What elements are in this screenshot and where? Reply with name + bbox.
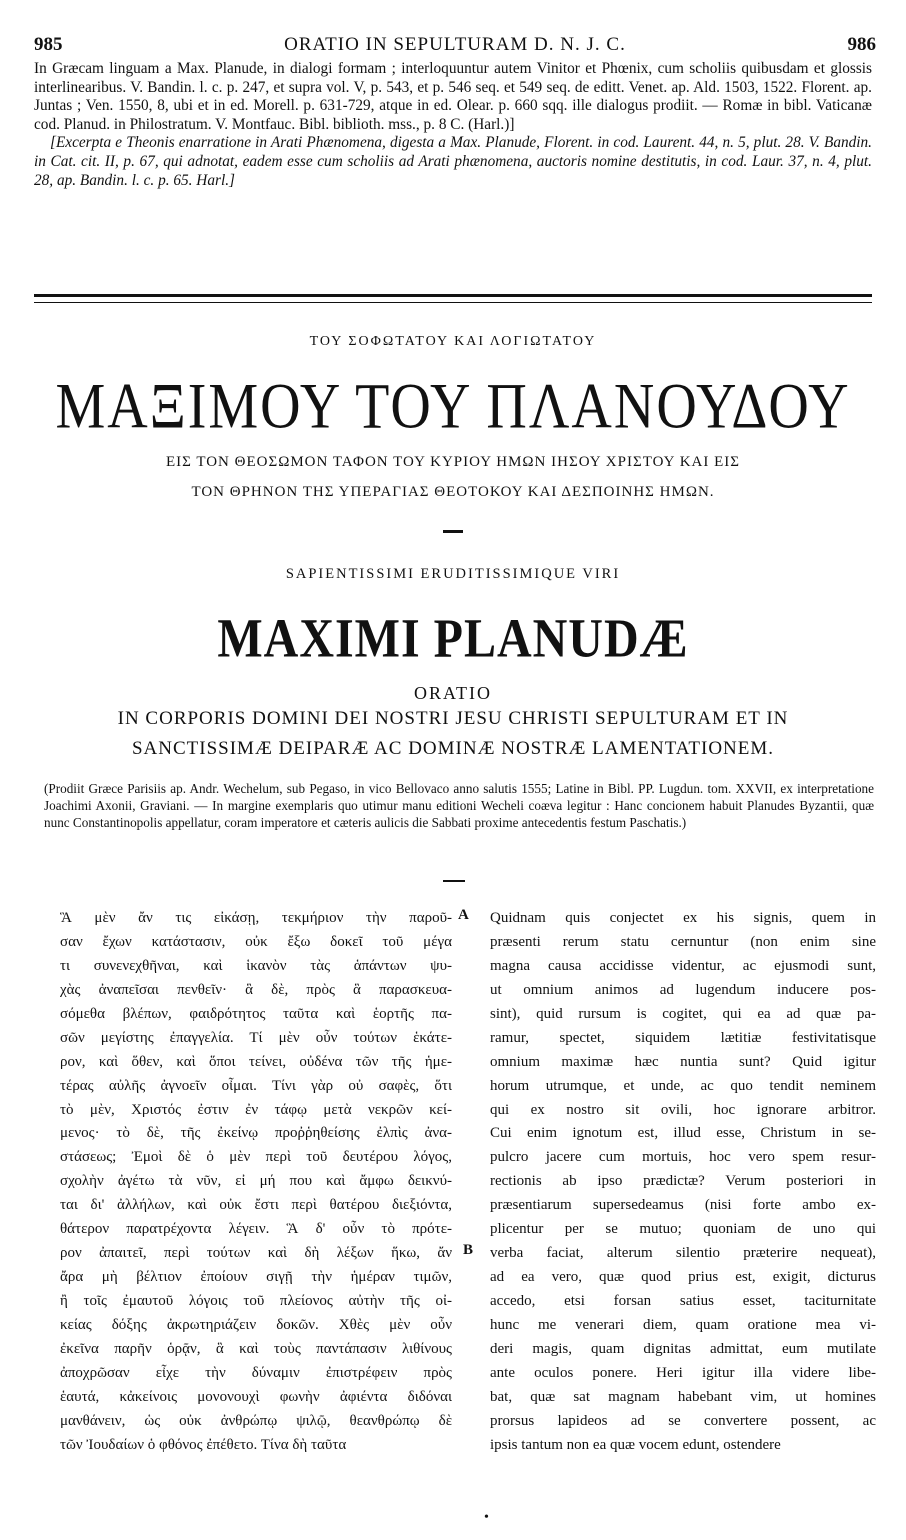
latin-text-line: horum utrumque, et unde, ac quo tendit neminem <box>490 1077 876 1094</box>
bibliographic-notes <box>34 60 872 190</box>
greek-text-line: τῶν Ἰουδαίων ὁ φθόνος ἐπέθετο. Τίνα δὴ ταῦτα <box>60 1436 347 1453</box>
latin-text-line: accedo, etsi forsan satius esset, taciturnitate <box>490 1293 876 1309</box>
page-number-left: 985 <box>34 34 63 55</box>
greek-text-line: ρον ἀπαιτεῖ, περὶ τούτων καὶ δὴ λέξων ἥκω, ἄν <box>60 1245 452 1262</box>
latin-text-line: præsentiarum supersedeamus (nisi forte ambo ex- <box>490 1197 876 1214</box>
latin-text-line: prorsus lapideos ad se convertere possent, ac <box>490 1412 876 1429</box>
greek-text-line: μενος· τὸ δὲ, τῆς ἐκείνῳ προῤῥηθείσης ἐλπὶς ἀνα- <box>60 1125 452 1142</box>
latin-text-line: rectionis ab ipso prædictæ? Verum posteriori in <box>490 1173 876 1190</box>
greek-text-line: μανθάνειν, ὡς οὐκ ἀνθρώπῳ ψιλῷ, θεανθρώπῳ δὲ <box>60 1412 452 1429</box>
latin-text-line: Cui enim ignotum est, illud esse, Christum in se- <box>490 1125 876 1142</box>
latin-text-line: pulcro jacere cum mortuis, hoc vero spem resur- <box>490 1149 876 1166</box>
latin-text-line: sint), quid rursum is cogitet, qui ea ad quæ pa- <box>490 1005 876 1022</box>
latin-text-line: magna causa accidisse videntur, ac ejusmodi sunt, <box>490 957 876 974</box>
greek-text-line: ἀποχρῶσαν εἶχε τὴν δύναμιν ἐπιστρέφειν πρὸς <box>60 1364 452 1381</box>
page-number-right: 986 <box>847 34 876 55</box>
greek-subtitle-line-2: ΤΟΝ ΘΡΗΝΟΝ ΤΗΣ ΥΠΕΡΑΓΙΑΣ ΘΕΟΤΟΚΟΥ ΚΑΙ ΔΕΣΠΟΙΝΗΣ ΗΜΩΝ. <box>191 484 715 500</box>
greek-text-line: ἢ τοῖς ἐμαυτοῦ λόγοις τοῦ πλείονος αὐτὴν τῆς οἰ- <box>60 1293 452 1309</box>
edition-note <box>44 780 874 831</box>
ornamental-rule <box>34 294 872 303</box>
latin-title-main: MAXIMI PLANUDÆ <box>217 608 689 670</box>
greek-text-line: ρον, καὶ ὅθεν, καὶ ὅποι τείνει, οὐδένα τῶν τῆς ἡμε- <box>60 1053 452 1070</box>
edition-note-text: (Prodiit Græce Parisiis ap. Andr. Wechelum, sub Pegaso, in vico Bellovaco anno salutis 1555; Latine in Bibl. PP. Lugdun. tom. XXVII, ex interpretatione Joachimi Axonii, Graviani. — In margine exemplaris quo utimur manu editioni Wecheli coæva legitur : Hanc concionem habuit Planudes Byzantii, quæ nunc Constantinopolis appellatur, coram imperatore et cæteris aulicis die Sabbati proxime antecedentis festum Paschatis.) <box>44 781 874 830</box>
margin-marker-a: A <box>458 907 469 923</box>
latin-text-line: ipsis tantum non ea quæ vocem edunt, ostendere <box>490 1436 781 1453</box>
greek-text-line: τὸ μὲν, Χριστός ἐστιν ἐν τάφῳ μετὰ νεκρῶν κεί- <box>60 1101 452 1118</box>
latin-text-line: ramur, spectet, siquidem lætitiæ festivitatisque <box>490 1029 876 1046</box>
greek-text-line: ἐκεῖνα παρῆν ὁρᾷν, ἃ καὶ τοὺς παντάπασιν λιθίνους <box>60 1340 452 1357</box>
greek-text-line: ἑαυτά, κἀκείνοις μονονουχὶ φωνὴν ἀφιέντα διδόναι <box>60 1388 452 1405</box>
greek-text-line: θάτερον παρατρέχοντα λέγειν. Ἃ δ' οὖν τὸ πρότε- <box>60 1221 452 1238</box>
latin-text-line: ut omnium animos ad lugendum inducere pos- <box>490 981 876 998</box>
greek-text-line: σόμεθα βλέπων, φαιδρότητος ταῦτα καὶ ἑορτῆς πα- <box>60 1005 452 1022</box>
section-dash <box>443 530 463 533</box>
latin-text-line: omnium maximæ hæc nuntia sunt? Quid igitur <box>490 1053 876 1070</box>
greek-text-column <box>60 907 452 1458</box>
section-dash-2 <box>443 880 465 882</box>
greek-text-line: τι συνενεχθῆναι, καὶ ἱκανὸν τὰς ἁπάντων ψυ- <box>60 957 452 974</box>
running-title: ORATIO IN SEPULTURAM D. N. J. C. <box>284 34 626 55</box>
greek-title-small: ΤΟΥ ΣΟΦΩΤΑΤΟΥ ΚΑΙ ΛΟΓΙΩΤΑΤΟΥ <box>309 334 597 349</box>
running-header <box>34 34 876 56</box>
latin-text-line: ante oculos ponere. Heri igitur illa videre libe- <box>490 1364 876 1381</box>
greek-text-line: ἄρα μὴ βέλτιον ἐποίουν σιγῇ τὴν ἡμέραν τιμῶν, <box>60 1269 452 1286</box>
margin-marker-b: B <box>463 1242 474 1258</box>
latin-title-small: SAPIENTISSIMI ERUDITISSIMIQUE VIRI <box>285 566 621 582</box>
latin-text-line: hunc me venerari diem, quam oratione mea vi- <box>490 1316 876 1333</box>
latin-text-line: verba faciat, alterum silentio præterire nequeat), <box>490 1245 876 1262</box>
latin-text-column <box>490 907 876 1458</box>
greek-text-line: σαν ἔχων κατάστασιν, οὐκ ἔξω δοκεῖ τοῦ μέγα <box>60 933 452 950</box>
greek-text-line: ται δι' ἀλλήλων, καὶ οὐκ ἔστι περὶ θατέρου διεξιόντα, <box>60 1197 452 1214</box>
latin-text-line: deri magis, quam dignitas admittat, eum mutilate <box>490 1340 876 1357</box>
greek-text-line: σῶν μεγίστης ἐπαγγελία. Τί μὲν οὖν τούτων ἑκάτε- <box>60 1029 452 1046</box>
footer-mark: • <box>484 1510 489 1525</box>
latin-text-line: plicentur per se mutuo; quoniam de uno qui <box>490 1221 876 1238</box>
note-paragraph-2: [Excerpta e Theonis enarratione in Arati Phænomena, digesta a Max. Planude, Florent. in cod. Laurent. 44, n. 5, plut. 28. V. Bandin. in Cat. cit. II, p. 67, qui adnotat, eadem esse cum scholiis ad Arati phænomena, auctoris nomine destitutis, in cod. Laur. 37, n. 4, plut. 28, ap. Bandin. l. c. p. 65. Harl.] <box>34 134 872 189</box>
greek-title-main: ΜΑΞΙΜΟΥ ΤΟΥ ΠΛΑΝΟΥΔΟΥ <box>55 371 851 443</box>
greek-text-line: κείας δόξης ἀκρωτηριάζειν δοκῶν. Χθὲς μὲν οὖν <box>60 1316 452 1333</box>
note-paragraph-1: In Græcam linguam a Max. Planude, in dialogi formam ; interloquuntur autem Vinitor et Phœnix, cum scholiis quibusdam et glossis interlinearibus. V. Bandin. l. c. p. 247, et supra vol. V, p. 543, et p. 546 seq. et 549 seq. de editt. Venet. ap. Ald. 1503, 1522. Florent. ap. Juntas ; Ven. 1550, 8, ubi et in ed. Morell. p. 631-729, atque in ed. Olear. p. 660 sqq. ille dialogus prodiit. — Romæ in bibl. Vaticanæ cod. Planud. in Philostratum. V. Montfauc. Bibl. biblioth. mss., p. 8 C. (Harl.)] <box>34 60 872 133</box>
greek-text-line: χὰς ἀναπεῖσαι πενθεῖν· ἃ δὲ, πρὸς ἃ παρασκευα- <box>60 981 452 998</box>
latin-oratio-label: ORATIO <box>414 683 492 703</box>
greek-text-line: τέρας αὐλῆς ἀγνοεῖν οἶμαι. Τίνι γὰρ οὐ σαφὲς, ὅτι <box>60 1077 452 1094</box>
latin-text-line: qui ex nostro sit ovili, hoc ignorare arbitror. <box>490 1101 876 1118</box>
latin-text-line: bat, quæ sat magnam habebant vim, ut homines <box>490 1388 876 1405</box>
latin-text-line: præsenti rerum statu cernuntur (non enim sine <box>490 933 876 950</box>
latin-subtitle-line-2: SANCTISSIMÆ DEIPARÆ AC DOMINÆ NOSTRÆ LAMENTATIONEM. <box>131 738 775 759</box>
greek-text-line: στάσεως; Ἐμοὶ δὲ ὁ μὲν περὶ τοῦ δευτέρου λόγος, <box>60 1149 452 1166</box>
greek-text-line: σχολὴν ἀγέτω τὰ νῦν, εἰ μή που καὶ ἄμφω δεικνύ- <box>60 1173 452 1190</box>
latin-subtitle-line-1: IN CORPORIS DOMINI DEI NOSTRI JESU CHRISTI SEPULTURAM ET IN <box>117 708 789 729</box>
latin-text-line: Quidnam quis conjectet ex his signis, quem in <box>490 910 876 926</box>
greek-subtitle-line-1: ΕΙΣ ΤΟΝ ΘΕΟΣΩΜΟΝ ΤΑΦΟΝ ΤΟΥ ΚΥΡΙΟΥ ΗΜΩΝ ΙΗΣΟΥ ΧΡΙΣΤΟΥ ΚΑΙ ΕΙΣ <box>165 454 741 470</box>
greek-text-line: Ἃ μὲν ἄν τις εἰκάσῃ, τεκμήριον τὴν παροῦ- <box>60 910 452 926</box>
latin-text-line: ad ea vero, quæ quod prius est, exigit, dicturus <box>490 1269 876 1286</box>
